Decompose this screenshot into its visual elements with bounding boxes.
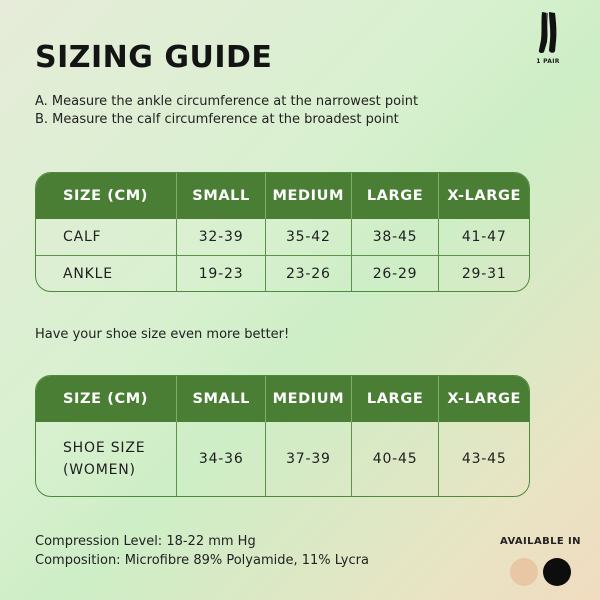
shoe-size-table xyxy=(35,375,530,497)
color-swatch-black[interactable] xyxy=(543,558,571,586)
calf-small: 32-39 xyxy=(176,219,265,255)
header-small: SMALL xyxy=(176,173,265,219)
size-table-header-row xyxy=(36,173,529,219)
shoe-header-small: SMALL xyxy=(176,376,265,422)
row-label-shoe-size xyxy=(36,422,176,496)
table-row-ankle xyxy=(36,255,529,291)
instruction-ankle: A. Measure the ankle circumference at the narrowest point xyxy=(35,94,419,109)
shoe-size-note: Have your shoe size even more better! xyxy=(35,327,290,342)
product-specs xyxy=(35,532,369,570)
row-label-shoe-size-line2: (WOMEN) xyxy=(63,462,136,478)
shoe-x-large: 43-45 xyxy=(438,422,529,496)
composition: Composition: Microfibre 89% Polyamide, 11% Lycra xyxy=(35,553,369,568)
shoe-header-medium: MEDIUM xyxy=(265,376,351,422)
page-title: SIZING GUIDE xyxy=(35,40,273,75)
ankle-large: 26-29 xyxy=(351,255,439,291)
calf-x-large: 41-47 xyxy=(438,219,529,255)
instruction-calf: B. Measure the calf circumference at the broadest point xyxy=(35,112,399,127)
calf-large: 38-45 xyxy=(351,219,439,255)
ankle-small: 19-23 xyxy=(176,255,265,291)
shoe-small: 34-36 xyxy=(176,422,265,496)
shoe-header-large: LARGE xyxy=(351,376,439,422)
size-table xyxy=(35,172,530,292)
row-label-shoe-size-line1: SHOE SIZE xyxy=(63,440,146,456)
table-row-calf xyxy=(36,219,529,255)
shoe-large: 40-45 xyxy=(351,422,439,496)
shoe-header-x-large: X-LARGE xyxy=(438,376,529,422)
table-row-shoe-size xyxy=(36,422,529,496)
row-label-calf: CALF xyxy=(63,229,102,245)
compression-level: Compression Level: 18-22 mm Hg xyxy=(35,534,256,549)
pack-badge xyxy=(526,10,570,68)
stockings-pair-icon xyxy=(533,10,563,56)
shoe-header-size-cm: SIZE (CM) xyxy=(36,376,176,422)
shoe-table-header-row xyxy=(36,376,529,422)
header-medium: MEDIUM xyxy=(265,173,351,219)
available-in-label: AVAILABLE IN xyxy=(500,536,581,547)
color-swatch-beige[interactable] xyxy=(510,558,538,586)
ankle-x-large: 29-31 xyxy=(438,255,529,291)
header-large: LARGE xyxy=(351,173,439,219)
header-x-large: X-LARGE xyxy=(438,173,529,219)
header-size-cm: SIZE (CM) xyxy=(36,173,176,219)
pack-label: 1 PAIR xyxy=(536,58,560,65)
calf-medium: 35-42 xyxy=(265,219,351,255)
row-label-ankle: ANKLE xyxy=(36,255,176,291)
shoe-medium: 37-39 xyxy=(265,422,351,496)
measurement-instructions xyxy=(35,93,418,129)
ankle-medium: 23-26 xyxy=(265,255,351,291)
